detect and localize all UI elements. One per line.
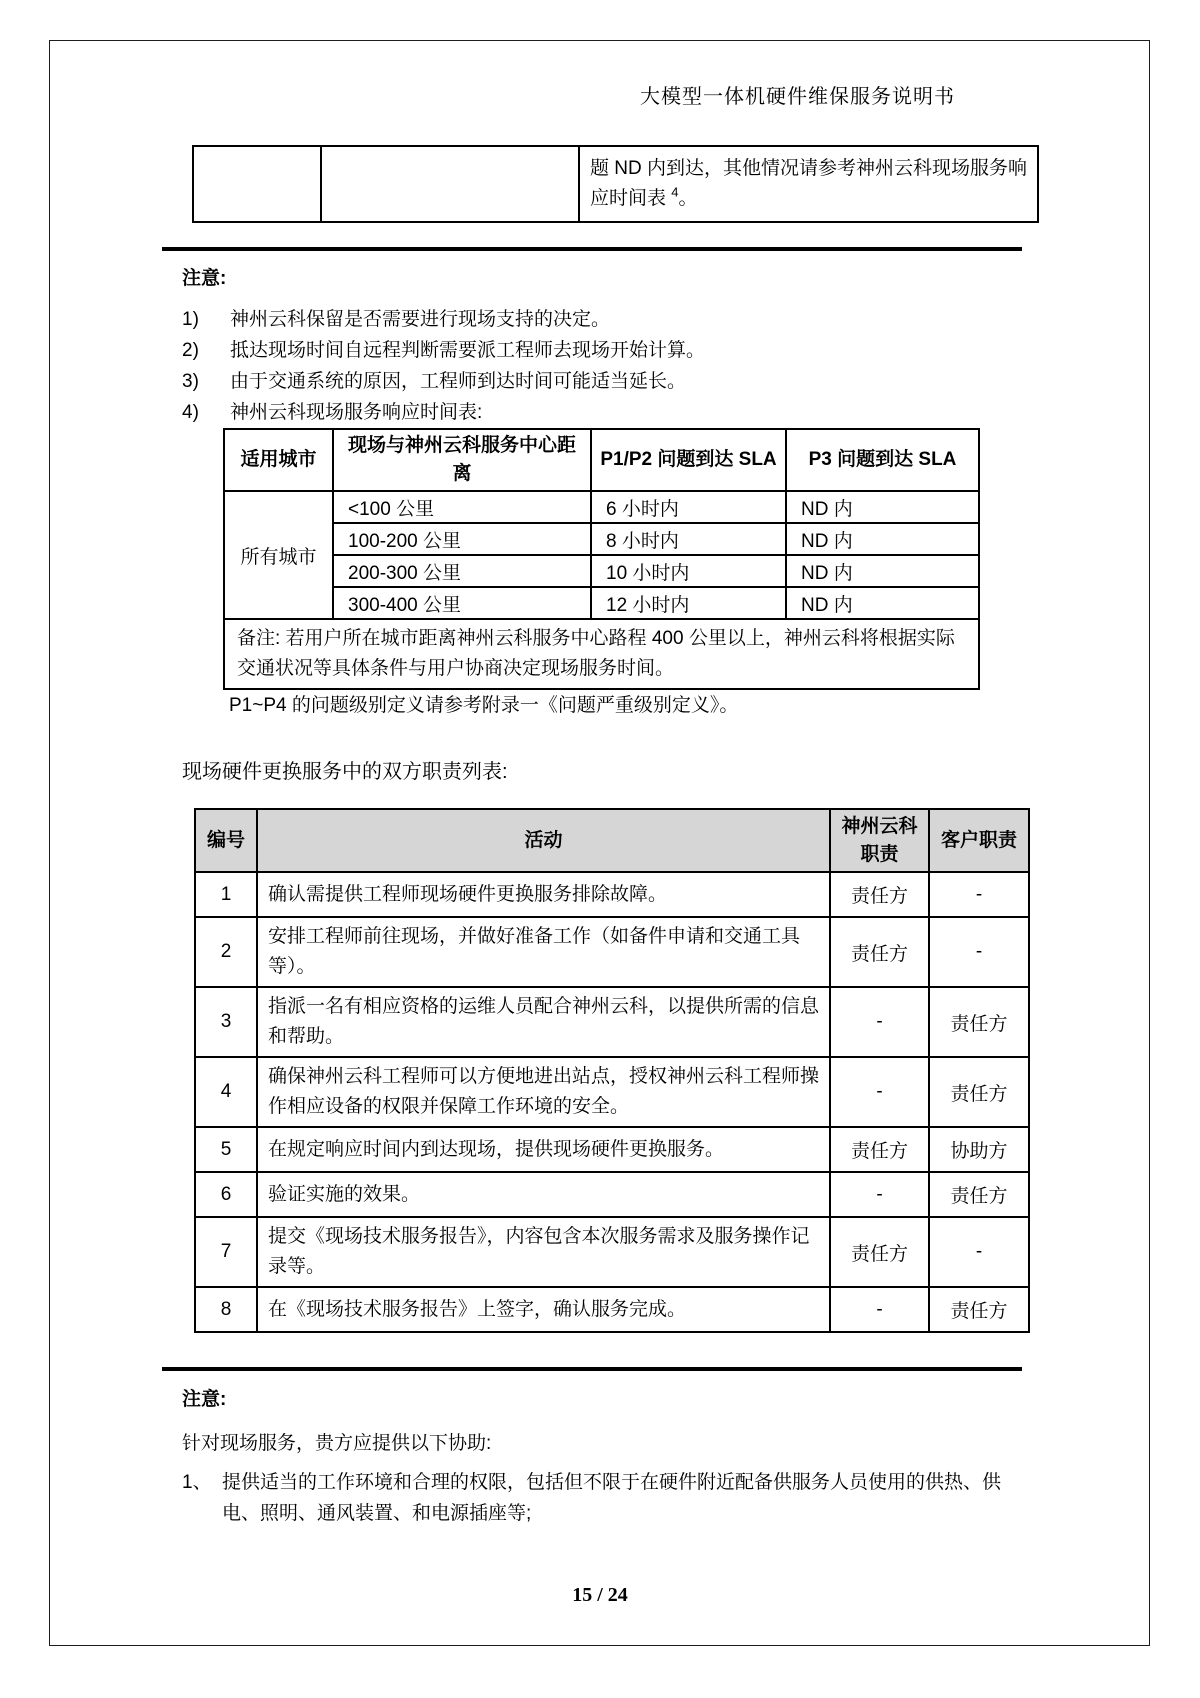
activity-cell: 在规定响应时间内到达现场，提供现场硬件更换服务。 (257, 1127, 830, 1172)
document-header-title: 大模型一体机硬件维保服务说明书 (640, 86, 955, 108)
customer-duty-cell: - (929, 917, 1029, 987)
city-cell: 所有城市 (224, 491, 333, 619)
col-header-dck-duty: 神州云科职责 (830, 809, 929, 872)
row-number-cell: 5 (195, 1127, 257, 1172)
activity-cell: 确保神州云科工程师可以方便地进出站点，授权神州云科工程师操作相应设备的权限并保障工作环境的安全。 (257, 1057, 830, 1127)
assistance-intro: 针对现场服务，贵方应提供以下协助: (182, 1433, 492, 1454)
distance-cell: <100 公里 (333, 491, 591, 523)
table-row (195, 872, 1029, 917)
empty-cell (193, 146, 321, 222)
p12-cell: 6 小时内 (591, 491, 786, 523)
note-heading-1: 注意: (182, 268, 227, 289)
customer-duty-cell: 责任方 (929, 1172, 1029, 1217)
table-row (224, 523, 979, 555)
table-row (195, 987, 1029, 1057)
row-number-cell: 1 (195, 872, 257, 917)
col-header-city: 适用城市 (224, 429, 333, 491)
row-number-cell: 2 (195, 917, 257, 987)
section-title: 现场硬件更换服务中的双方职责列表: (182, 761, 508, 783)
p12-cell: 12 小时内 (591, 587, 786, 619)
col-header-activity: 活动 (257, 809, 830, 872)
empty-cell (321, 146, 579, 222)
list-item-number: 3) (182, 371, 199, 392)
section-divider-rule (162, 1367, 1022, 1371)
customer-duty-cell: 责任方 (929, 1057, 1029, 1127)
table-row (195, 1287, 1029, 1332)
responsibilities-table (194, 808, 1030, 1333)
activity-cell: 在《现场技术服务报告》上签字，确认服务完成。 (257, 1287, 830, 1332)
list-item-text: 神州云科保留是否需要进行现场支持的决定。 (230, 309, 611, 330)
list-item-number: 2) (182, 340, 199, 361)
page-number-total: 24 (607, 1584, 628, 1606)
list-item-text: 由于交通系统的原因，工程师到达时间可能适当延长。 (230, 371, 687, 392)
col-header-distance: 现场与神州云科服务中心距离 (333, 429, 591, 491)
customer-duty-cell: 责任方 (929, 987, 1029, 1057)
list-item-number: 1) (182, 309, 199, 330)
table-row (224, 491, 979, 523)
note-list-2 (182, 1467, 1022, 1529)
activity-cell: 提交《现场技术服务报告》，内容包含本次服务需求及服务操作记录等。 (257, 1217, 830, 1287)
activity-cell: 安排工程师前往现场，并做好准备工作（如备件申请和交通工具等）。 (257, 917, 830, 987)
list-item-number: 4) (182, 402, 199, 423)
response-note-text: 题 ND 内到达，其他情况请参考神州云科现场服务响应时间表 (590, 158, 1028, 209)
p3-cell: ND 内 (786, 555, 979, 587)
dck-duty-cell: 责任方 (830, 1127, 929, 1172)
table-row (224, 587, 979, 619)
section-divider-rule (162, 247, 1022, 251)
severity-definition-note: P1~P4 的问题级别定义请参考附录一《问题严重级别定义》。 (229, 695, 739, 716)
list-item-number: 1、 (182, 1472, 212, 1493)
footnote-ref: 4 (671, 184, 679, 200)
dck-duty-cell: 责任方 (830, 917, 929, 987)
table-row (224, 555, 979, 587)
list-item-text: 神州云科现场服务响应时间表: (230, 402, 483, 423)
dck-duty-cell: - (830, 987, 929, 1057)
row-number-cell: 6 (195, 1172, 257, 1217)
distance-cell: 200-300 公里 (333, 555, 591, 587)
list-item (182, 304, 1042, 335)
customer-duty-cell: 责任方 (929, 1287, 1029, 1332)
table-row (193, 146, 1038, 222)
col-header-customer-duty: 客户职责 (929, 809, 1029, 872)
table-row (195, 1057, 1029, 1127)
page-number-current: 15 (572, 1584, 593, 1606)
sla-response-table (223, 428, 980, 690)
col-header-number: 编号 (195, 809, 257, 872)
distance-cell: 300-400 公里 (333, 587, 591, 619)
customer-duty-cell: - (929, 1217, 1029, 1287)
dck-duty-cell: 责任方 (830, 1217, 929, 1287)
table-row (195, 1127, 1029, 1172)
remark-cell: 备注: 若用户所在城市距离神州云科服务中心路程 400 公里以上，神州云科将根据实际交通状况等具体条件与用户协商决定现场服务时间。 (224, 619, 979, 689)
distance-cell: 100-200 公里 (333, 523, 591, 555)
dck-duty-cell: - (830, 1287, 929, 1332)
page-number-separator: / (597, 1584, 603, 1606)
col-header-p3-sla: P3 问题到达 SLA (786, 429, 979, 491)
response-note-cell (579, 146, 1038, 222)
table-header-row (195, 809, 1029, 872)
col-header-p12-sla: P1/P2 问题到达 SLA (591, 429, 786, 491)
list-item-text: 提供适当的工作环境和合理的权限，包括但不限于在硬件附近配备供服务人员使用的供热、供电、照明、通风装置、和电源插座等; (222, 1472, 1002, 1524)
table-row (195, 1217, 1029, 1287)
row-number-cell: 4 (195, 1057, 257, 1127)
activity-cell: 指派一名有相应资格的运维人员配合神州云科，以提供所需的信息和帮助。 (257, 987, 830, 1057)
row-number-cell: 7 (195, 1217, 257, 1287)
activity-cell: 确认需提供工程师现场硬件更换服务排除故障。 (257, 872, 830, 917)
table-header-row (224, 429, 979, 491)
note-list-1 (182, 304, 1042, 428)
row-number-cell: 3 (195, 987, 257, 1057)
page-number-footer (0, 1584, 1200, 1607)
table-remark-row (224, 619, 979, 689)
customer-duty-cell: 协助方 (929, 1127, 1029, 1172)
list-item (182, 1467, 1022, 1529)
p3-cell: ND 内 (786, 491, 979, 523)
response-note-period: 。 (678, 188, 698, 209)
p12-cell: 8 小时内 (591, 523, 786, 555)
dck-duty-cell: 责任方 (830, 872, 929, 917)
list-item (182, 366, 1042, 397)
p3-cell: ND 内 (786, 587, 979, 619)
row-number-cell: 8 (195, 1287, 257, 1332)
dck-duty-cell: - (830, 1172, 929, 1217)
p3-cell: ND 内 (786, 523, 979, 555)
activity-cell: 验证实施的效果。 (257, 1172, 830, 1217)
note-heading-2: 注意: (182, 1389, 227, 1410)
list-item (182, 397, 1042, 428)
list-item-text: 抵达现场时间自远程判断需要派工程师去现场开始计算。 (230, 340, 706, 361)
list-item (182, 335, 1042, 366)
p12-cell: 10 小时内 (591, 555, 786, 587)
customer-duty-cell: - (929, 872, 1029, 917)
table-row (195, 1172, 1029, 1217)
continuation-table (192, 145, 1039, 223)
dck-duty-cell: - (830, 1057, 929, 1127)
table-row (195, 917, 1029, 987)
